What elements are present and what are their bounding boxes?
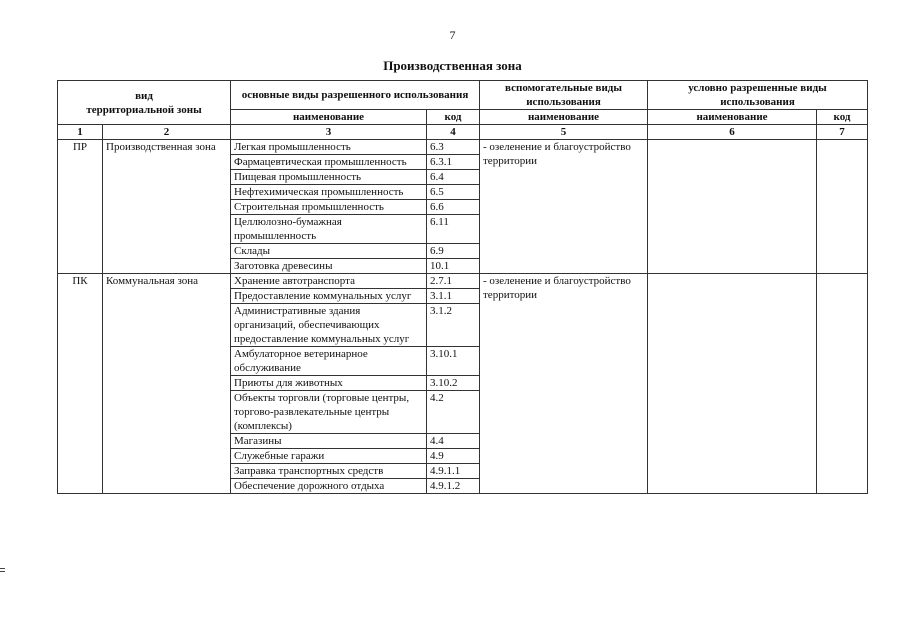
main-use-name: Предоставление коммунальных услуг [231, 289, 427, 304]
conditional-use-name [648, 140, 817, 274]
main-use-name: Заправка транспортных средств [231, 464, 427, 479]
aux-use: - озеленение и благоустройство территории [480, 274, 648, 494]
main-use-name: Хранение автотранспорта [231, 274, 427, 289]
main-use-code: 3.10.1 [427, 347, 480, 376]
main-use-name: Строительная промышленность [231, 200, 427, 215]
main-use-name: Обеспечение дорожного отдыха [231, 479, 427, 494]
main-use-name: Магазины [231, 434, 427, 449]
main-use-code: 6.9 [427, 244, 480, 259]
table-row [58, 140, 868, 155]
page-number: 7 [449, 28, 456, 42]
table-row [58, 274, 868, 289]
col-number: 2 [103, 125, 231, 140]
conditional-use-code [817, 140, 868, 274]
main-use-code: 6.3 [427, 140, 480, 155]
main-use-code: 4.4 [427, 434, 480, 449]
main-use-name: Административные здания организаций, обеспечивающих предоставление коммунальных услуг [231, 304, 427, 347]
zones-body [58, 140, 868, 494]
zone-name: Коммунальная зона [103, 274, 231, 494]
main-use-code: 3.10.2 [427, 376, 480, 391]
conditional-use-name [648, 274, 817, 494]
header-row-1 [58, 81, 868, 110]
header-main-code: код [427, 110, 480, 125]
main-use-name: Объекты торговли (торговые центры, торгово-развлекательные центры (комплексы) [231, 391, 427, 434]
conditional-use-code [817, 274, 868, 494]
main-use-code: 10.1 [427, 259, 480, 274]
col-number: 5 [480, 125, 648, 140]
header-zone-type-label: вид территориальной зоны [86, 89, 202, 116]
zones-table [57, 80, 868, 494]
main-use-code: 4.9.1.2 [427, 479, 480, 494]
header-zone-type [58, 81, 231, 125]
main-use-code: 6.3.1 [427, 155, 480, 170]
main-use-code: 3.1.2 [427, 304, 480, 347]
header-cond-code: код [817, 110, 868, 125]
main-use-code: 6.11 [427, 215, 480, 244]
main-use-name: Служебные гаражи [231, 449, 427, 464]
main-use-code: 4.9 [427, 449, 480, 464]
main-use-name: Фармацевтическая промышленность [231, 155, 427, 170]
main-use-name: Легкая промышленность [231, 140, 427, 155]
scan-edge-mark [0, 571, 5, 572]
header-aux-uses: вспомогательные виды использования [480, 81, 648, 110]
main-use-name: Приюты для животных [231, 376, 427, 391]
col-number: 1 [58, 125, 103, 140]
header-main-uses: основные виды разрешенного использования [231, 81, 480, 110]
header-aux-name: наименование [480, 110, 648, 125]
header-cond-name: наименование [648, 110, 817, 125]
col-number: 3 [231, 125, 427, 140]
page-title: Производственная зона [383, 58, 522, 73]
col-number: 6 [648, 125, 817, 140]
zone-code: ПК [58, 274, 103, 494]
aux-use: - озеленение и благоустройство территории [480, 140, 648, 274]
main-use-name: Амбулаторное ветеринарное обслуживание [231, 347, 427, 376]
main-use-code: 6.5 [427, 185, 480, 200]
header-main-name: наименование [231, 110, 427, 125]
main-use-name: Склады [231, 244, 427, 259]
col-number: 4 [427, 125, 480, 140]
main-use-code: 4.2 [427, 391, 480, 434]
main-use-code: 6.6 [427, 200, 480, 215]
zone-name: Производственная зона [103, 140, 231, 274]
main-use-name: Пищевая промышленность [231, 170, 427, 185]
main-use-code: 4.9.1.1 [427, 464, 480, 479]
main-use-name: Целлюлозно-бумажная промышленность [231, 215, 427, 244]
column-number-row [58, 125, 868, 140]
main-use-code: 3.1.1 [427, 289, 480, 304]
main-use-name: Заготовка древесины [231, 259, 427, 274]
col-number: 7 [817, 125, 868, 140]
header-conditional-uses: условно разрешенные виды использования [648, 81, 868, 110]
scan-edge-mark [0, 568, 5, 569]
main-use-code: 6.4 [427, 170, 480, 185]
main-use-code: 2.7.1 [427, 274, 480, 289]
zone-code: ПР [58, 140, 103, 274]
main-use-name: Нефтехимическая промышленность [231, 185, 427, 200]
